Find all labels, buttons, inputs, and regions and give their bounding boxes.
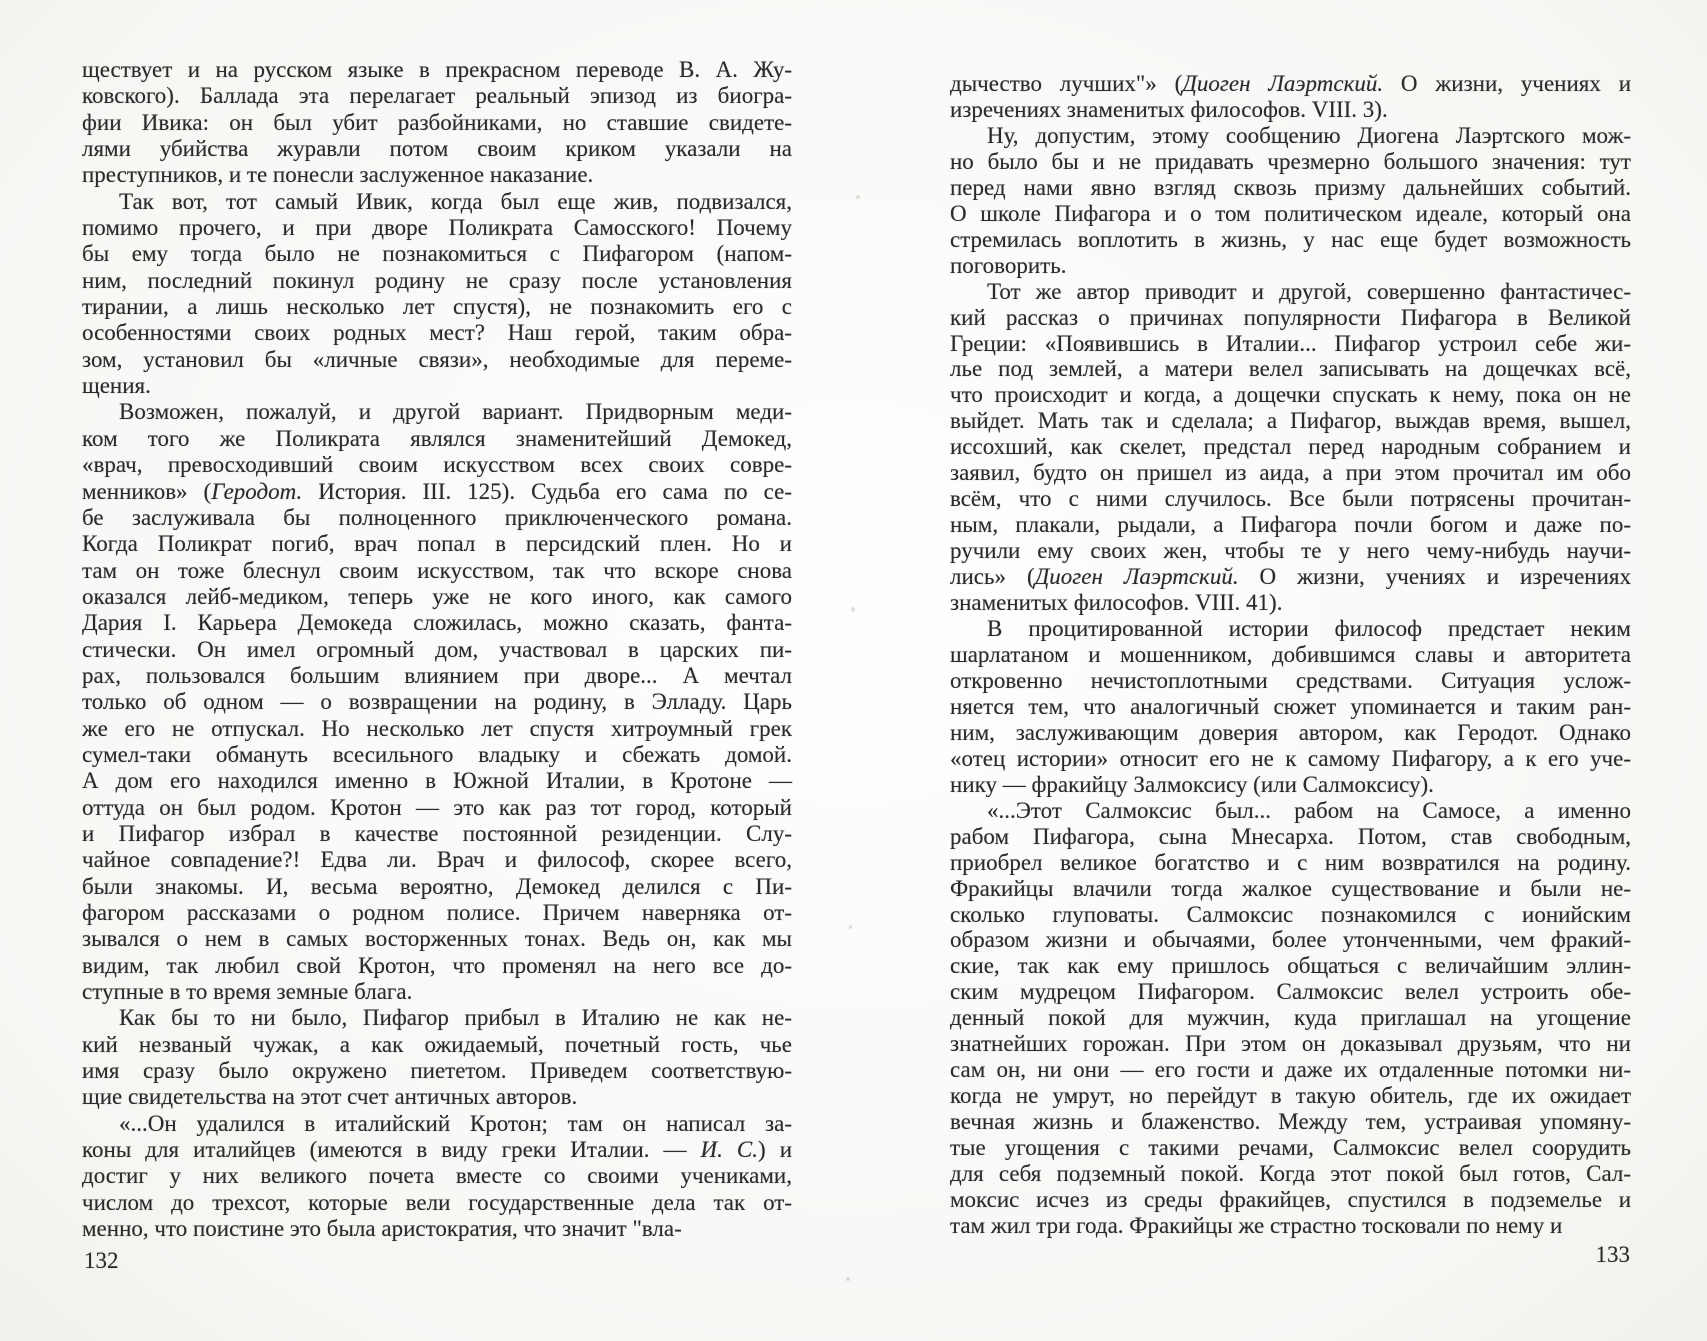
text-line: лись» (Диоген Лаэртский. О жизни, учениях и изречениях: [950, 564, 1632, 590]
text-line: ские, так как ему пришлось общаться с величайшим эллин-: [950, 953, 1631, 979]
text-line: А дом его находился именно в Южной Италии, в Кротоне —: [82, 768, 792, 794]
text-line: Когда Поликрат погиб, врач попал в персидский плен. Но и: [82, 531, 792, 557]
paragraph: [950, 798, 1631, 1239]
text-line: «отец истории» относит его не к самому Пифагору, а к его уче-: [950, 745, 1631, 771]
text-line: ковского). Баллада эта перелагает реальный эпизод из биогра-: [82, 83, 792, 109]
text-line: коны для италийцев (имеются в виду греки Италии. — И. С.) и: [82, 1137, 793, 1163]
text-line: Тот же автор приводит и другой, совершенно фантастичес-: [987, 278, 1631, 304]
text-line: менно, что поистине это была аристократия, что значит "вла-: [82, 1216, 682, 1242]
text-line: фагором рассказами о родном полисе. Причем наверняка от-: [82, 900, 792, 925]
text-line: и Пифагор избрал в качестве постоянной резиденции. Слу-: [82, 820, 792, 846]
text-line: нику — фракийцу Залмоксису (или Салмоксису).: [950, 771, 1434, 797]
paragraph: [82, 1111, 792, 1243]
text-line: преступников, и те понесли заслуженное наказание.: [82, 162, 594, 188]
text-line: щения.: [82, 373, 151, 399]
text-line: поговорить.: [950, 252, 1067, 278]
text-line: сколько глуповаты. Салмоксис познакомился с ионийским: [950, 901, 1631, 927]
text-line: образом жизни и обычаями, более утонченными, чем фракий-: [950, 927, 1631, 953]
text-line: что происходит и когда, а дощечки спускать к нему, пока он не: [950, 382, 1631, 408]
text-line: Дария I. Карьера Демокеда сложилась, можно сказать, фанта-: [82, 610, 792, 636]
text-line: иссохший, как скелет, предстал перед народным собранием и: [950, 434, 1631, 460]
text-line: стремилась воплотить в жизнь, у нас еще будет возможность: [950, 226, 1631, 252]
text-line: фии Ивика: он был убит разбойниками, но ставшие свидете-: [82, 109, 792, 135]
text-line: для себя подземный покой. Когда этот покой был готов, Сал-: [950, 1161, 1631, 1187]
text-line: зывался о нем в самых восторженных тонах. Ведь он, как мы: [82, 926, 792, 952]
text-line: рах, пользовался большим влиянием при дворе... А мечтал: [82, 662, 792, 688]
text-line: ским мудрецом Пифагором. Салмоксис велел устроить обе-: [950, 979, 1631, 1005]
text-line: Так вот, тот самый Ивик, когда был еще жив, подвизался,: [119, 188, 792, 214]
text-line: откровенно нечистоплотными средствами. Ситуация услож-: [950, 667, 1631, 693]
text-line: Как бы то ни было, Пифагор прибыл в Италию не как не-: [119, 1005, 792, 1031]
text-line: стически. Он имел огромный дом, участвовал в царских пи-: [82, 636, 792, 662]
text-line: сумел-таки обмануть всесильного владыку и сбежать домой.: [82, 741, 792, 767]
paragraph: [950, 616, 1631, 798]
text-line: ним, последний покинул родину не сразу после установления: [82, 267, 792, 293]
text-line: ком того же Поликрата являлся знаменитейший Демокед,: [82, 425, 792, 451]
text-line: Ну, допустим, этому сообщению Диогена Лаэртского мож-: [987, 122, 1631, 148]
text-line: менников» (Геродот. История. III. 125). Судьба его сама по се-: [82, 478, 792, 504]
paragraph: [82, 399, 792, 1005]
text-line: ним, заслуживающим доверия автором, как Геродот. Однако: [950, 719, 1631, 745]
text-line: выйдет. Мать так и сделала; а Пифагор, выждав время, вышел,: [950, 408, 1631, 434]
text-line: Греции: «Появившись в Италии... Пифагор устроил себе жи-: [950, 330, 1631, 356]
text-line: знаменитых философов. VIII. 41).: [950, 590, 1283, 616]
text-line: только об одном — о возвращении на родину, в Элладу. Царь: [82, 689, 792, 715]
text-line: там жил три года. Фракийцы же страстно тосковали по нему и: [950, 1212, 1563, 1238]
scan-speck: [846, 1277, 850, 1281]
paragraph: [950, 279, 1631, 616]
text-line: «врач, превосходивший своим искусством всех своих совре-: [82, 452, 792, 478]
scan-speck: [851, 607, 855, 612]
text-line: щие свидетельства на этот счет античных авторов.: [82, 1084, 578, 1110]
scan-speck: [856, 195, 860, 199]
text-line: ным, плакали, рыдали, а Пифагора почли богом и даже по-: [950, 512, 1631, 538]
text-line: были знакомы. И, весьма вероятно, Демокед делился с Пи-: [82, 873, 792, 899]
text-line: числом до трехсот, которые вели государственные дела так от-: [82, 1189, 792, 1215]
text-line: «...Он удалился в италийский Кротон; там он написал за-: [119, 1110, 792, 1136]
text-line: знатнейших горожан. При этом он доказывал друзьям, что ни: [950, 1031, 1631, 1057]
text-line: моксис исчез из среды фракийцев, спустился в подземелье и: [950, 1186, 1631, 1212]
text-line: же его не отпускал. Но несколько лет спустя хитроумный грек: [82, 715, 792, 741]
text-line: ступные в то время земные блага.: [82, 979, 413, 1005]
text-line: В процитированной истории философ предстает неким: [987, 616, 1631, 642]
text-line: О школе Пифагора и о том политическом идеале, который она: [950, 200, 1631, 226]
paragraph: [82, 189, 792, 400]
text-line: вечная жизнь и блаженство. Между тем, устраивая упомяну-: [950, 1109, 1631, 1135]
scan-speck: [849, 925, 852, 929]
text-line: тирании, а лишь несколько лет спустя), не познакомить его с: [82, 294, 792, 320]
text-line: кий рассказ о причинах популярности Пифагора в Великой: [950, 304, 1631, 330]
text-line: видим, так любил свой Кротон, что променял на него все до-: [82, 952, 792, 978]
paragraph: [82, 1005, 792, 1110]
right-page-text: [950, 71, 1631, 1239]
paragraph: [950, 71, 1631, 123]
text-line: лье под землей, а матери велел записывать на дощечках всё,: [950, 356, 1631, 382]
text-line: оттуда он был родом. Кротон — это как раз тот город, который: [82, 794, 792, 820]
text-line: Фракийцы влачили тогда жалкое существование и были не-: [950, 875, 1631, 901]
text-line: Возможен, пожалуй, и другой вариант. Придворным меди-: [119, 399, 792, 425]
text-line: кий незваный чужак, а как ожидаемый, почетный гость, чье: [82, 1031, 792, 1057]
text-line: шарлатаном и мошенником, добившимся славы и авторитета: [950, 641, 1631, 667]
text-line: бе заслуживала бы полноценного приключенческого романа.: [82, 504, 792, 530]
text-line: денный покой для мужчин, куда приглашал на угощение: [950, 1005, 1631, 1031]
text-line: заявил, будто он пришел из аида, а при этом прочитал им обо: [950, 460, 1631, 486]
text-line: зом, установил бы «личные связи», необходимые для переме-: [82, 346, 792, 372]
text-line: там он тоже блеснул своим искусством, так что вскоре снова: [82, 557, 792, 583]
text-line: няется тем, что аналогичный сюжет упоминается и таким ран-: [950, 693, 1631, 719]
paragraph: [950, 123, 1631, 279]
text-line: изречениях знаменитых философов. VIII. 3).: [950, 96, 1388, 122]
text-line: приобрел великое богатство и с ним возвратился на родину.: [950, 849, 1631, 875]
text-line: достиг у них великого почета вместе со своими учениками,: [82, 1163, 792, 1189]
text-line: имя сразу было окружено пиететом. Приведем соответствую-: [82, 1058, 792, 1084]
text-line: особенностями своих родных мест? Наш герой, таким обра-: [82, 320, 792, 346]
text-line: ществует и на русском языке в прекрасном переводе В. А. Жу-: [82, 57, 792, 82]
text-line: дычество лучших"» (Диоген Лаэртский. О жизни, учениях и: [950, 71, 1631, 96]
text-line: помимо прочего, и при дворе Поликрата Самосского! Почему: [82, 215, 792, 241]
text-line: сам он, ни они — его гости и даже их отдаленные потомки ни-: [950, 1057, 1631, 1083]
paragraph: [82, 57, 792, 189]
text-line: лями убийства журавли потом своим криком указали на: [82, 136, 792, 162]
left-page-number: 132: [84, 1248, 119, 1273]
left-page-text: [82, 57, 792, 1242]
text-line: всём, что с ними случилось. Все были потрясены прочитан-: [950, 486, 1631, 512]
text-line: перед нами явно взгляд сквозь призму дальнейших событий.: [950, 174, 1631, 200]
text-line: рабом Пифагора, сына Мнесарха. Потом, став свободным,: [950, 823, 1631, 849]
text-line: когда не умрут, но перейдут в такую обитель, где их ожидает: [950, 1083, 1631, 1109]
text-line: ручили ему своих жен, чтобы те у него чему-нибудь научи-: [950, 538, 1631, 564]
text-line: тые угощения с такими речами, Салмоксис велел соорудить: [950, 1135, 1631, 1161]
text-line: бы ему тогда было не познакомиться с Пифагором (напом-: [82, 241, 792, 267]
text-line: «...Этот Салмоксис был... рабом на Самосе, а именно: [987, 797, 1631, 823]
text-line: чайное совпадение?! Едва ли. Врач и философ, скорее всего,: [82, 847, 792, 873]
text-line: но было бы и не придавать чрезмерно большого значения: тут: [950, 148, 1631, 174]
text-line: оказался лейб-медиком, теперь уже не кого иного, как самого: [82, 583, 792, 609]
right-page-number: 133: [1595, 1242, 1630, 1267]
